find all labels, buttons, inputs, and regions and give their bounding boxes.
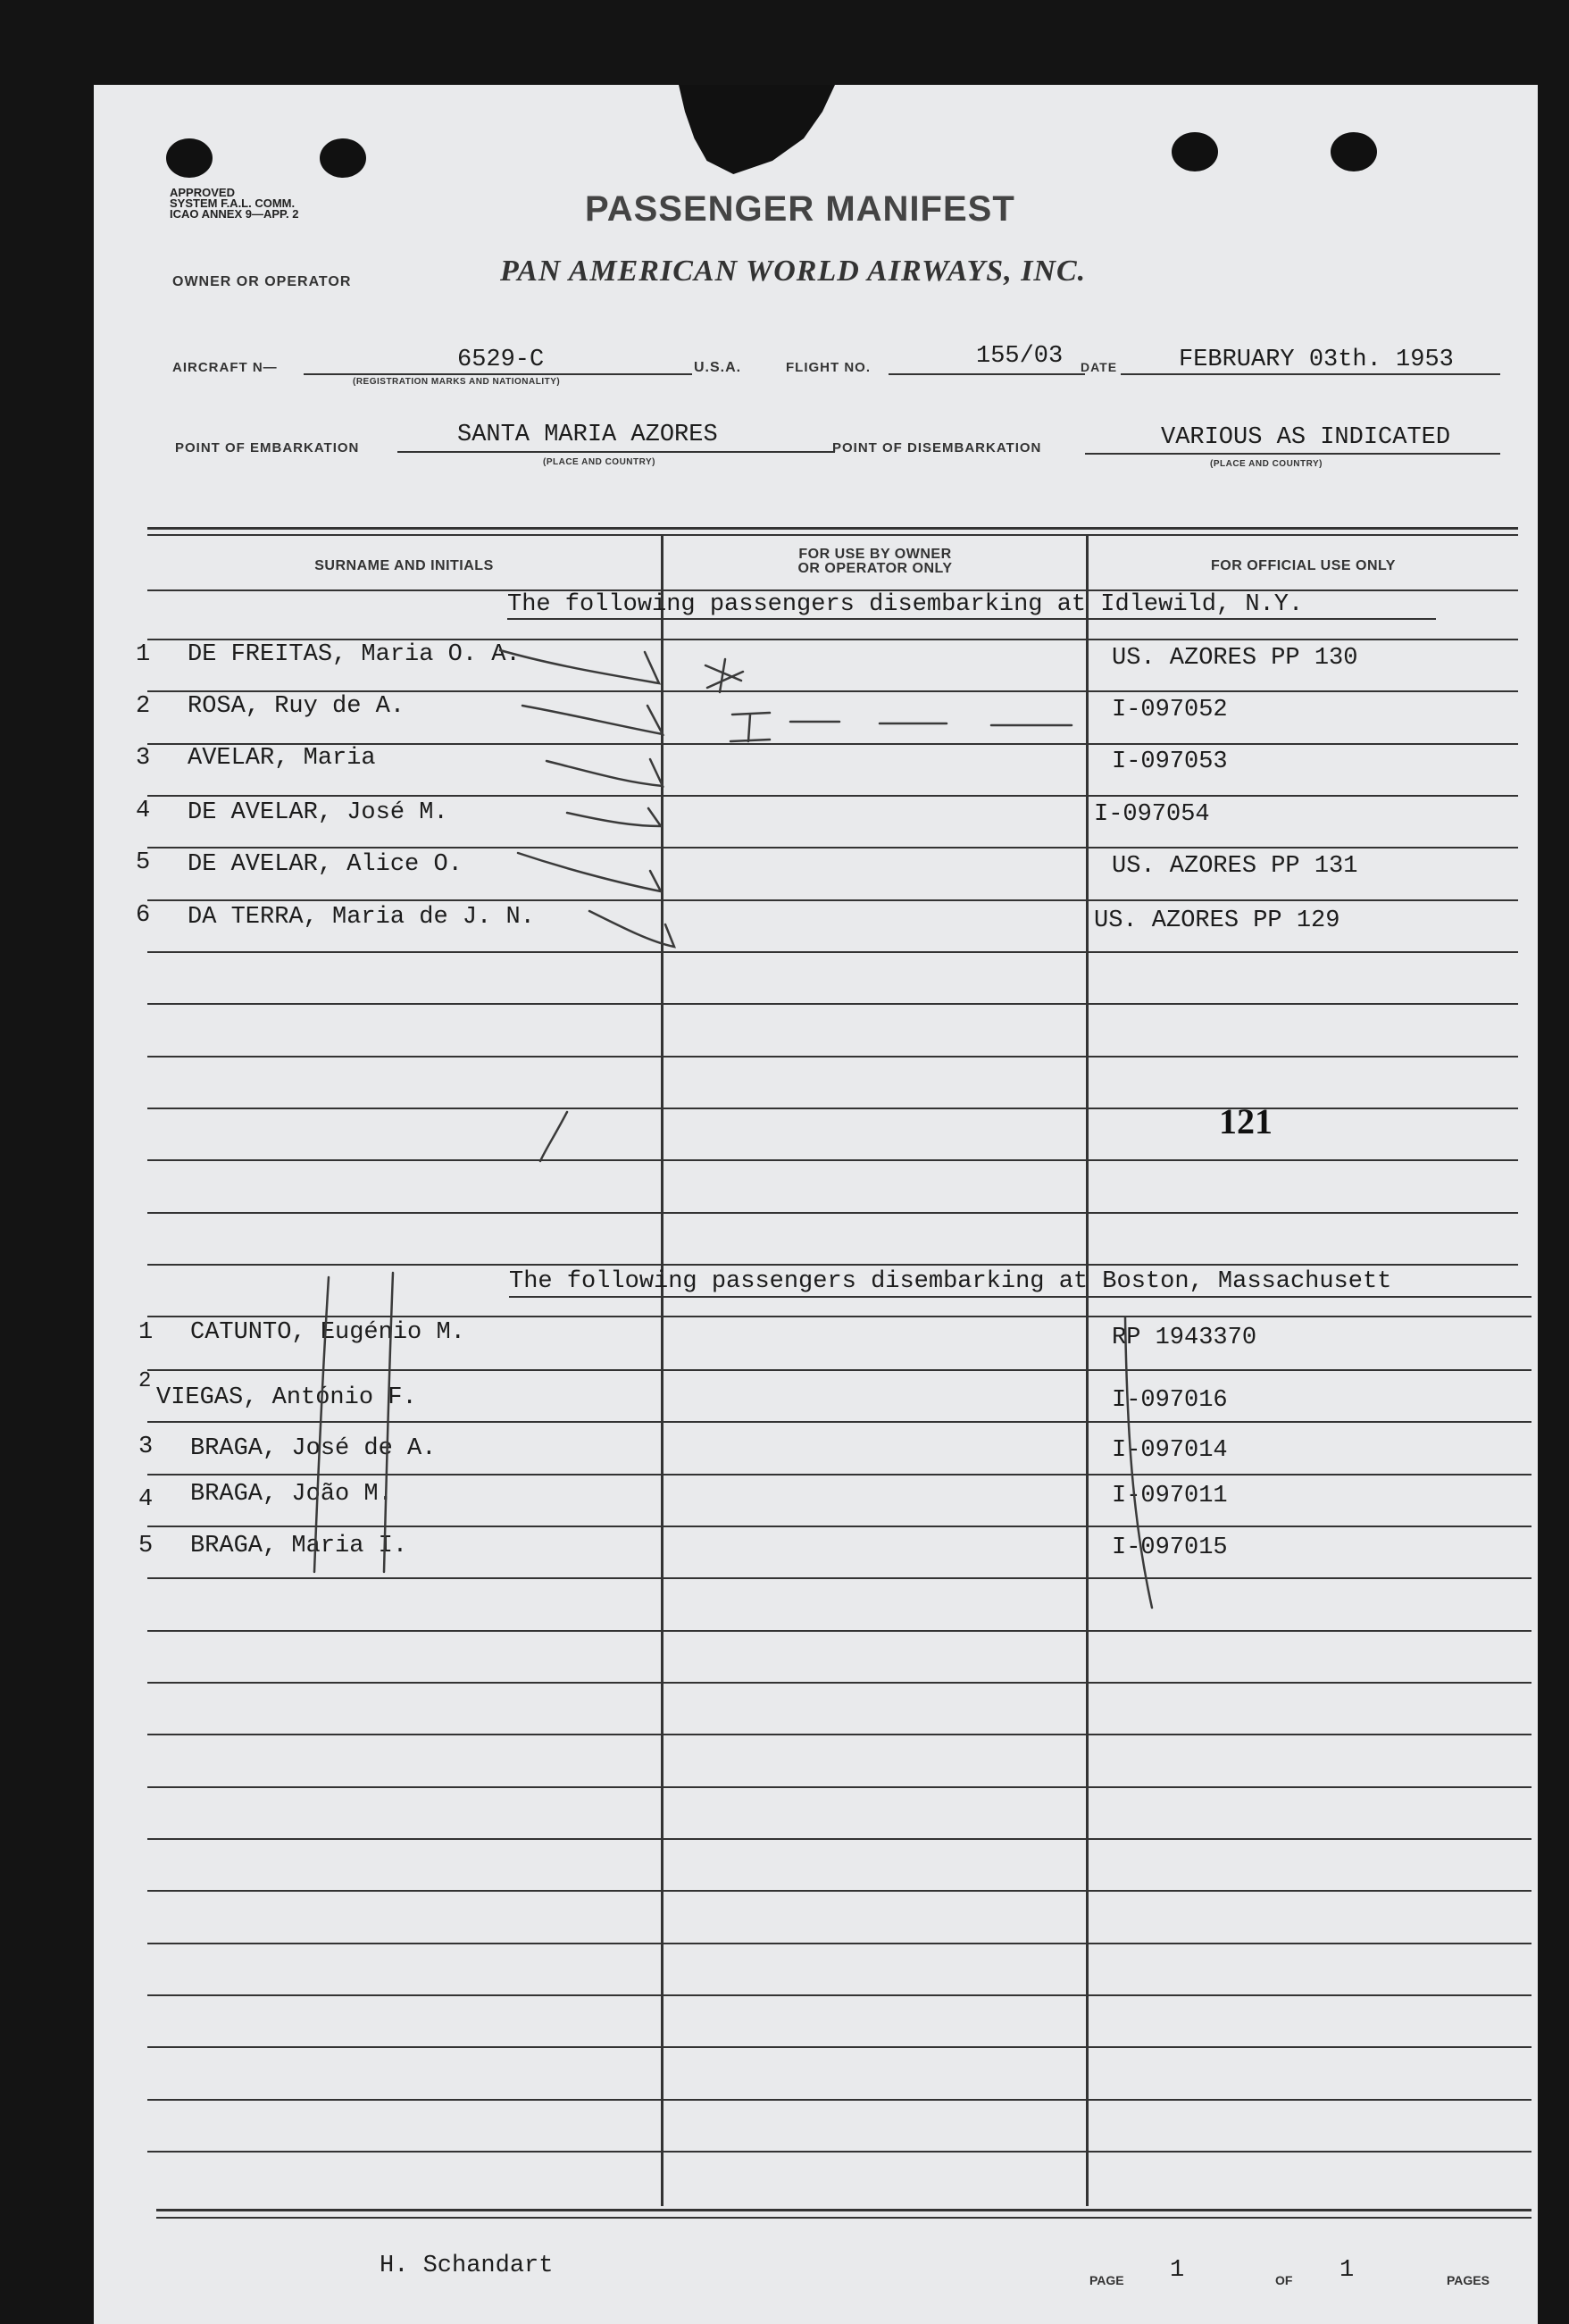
row-number: 3	[136, 745, 151, 772]
check-mark	[518, 853, 661, 891]
approval-line: ICAO ANNEX 9—APP. 2	[170, 207, 299, 221]
official-entry: RP 1943370	[1112, 1325, 1257, 1351]
disembarkation-value: VARIOUS AS INDICATED	[1161, 424, 1451, 451]
aircraft-label: AIRCRAFT N—	[172, 360, 278, 375]
disembarkation-label: POINT OF DISEMBARKATION	[832, 440, 1042, 456]
page-number: 1	[1170, 2257, 1185, 2284]
row-number: 5	[136, 849, 151, 876]
row-number: 5	[138, 1533, 154, 1559]
row-number: 2	[136, 693, 151, 720]
passenger-name: BRAGA, Maria I.	[190, 1533, 408, 1559]
row-number: 6	[136, 902, 151, 929]
row-number: 2	[138, 1369, 152, 1393]
flight-value: 155/03	[976, 343, 1064, 370]
page-total: 1	[1339, 2257, 1355, 2284]
row-number: 4	[136, 798, 151, 824]
embarkation-place-note: (PLACE AND COUNTRY)	[543, 457, 655, 467]
disembarkation-place-note: (PLACE AND COUNTRY)	[1210, 459, 1323, 469]
passenger-name: DE AVELAR, José M.	[188, 799, 448, 826]
passenger-name: BRAGA, João M.	[190, 1481, 393, 1508]
group-heading-boston: The following passengers disembarking at Boston, Massachusett	[509, 1268, 1392, 1295]
official-entry: US. AZORES PP 131	[1112, 853, 1358, 880]
signature-name: H. Schandart	[380, 2253, 554, 2279]
check-mark	[567, 808, 661, 826]
pages-label: PAGES	[1447, 2273, 1490, 2287]
page-title: PASSENGER MANIFEST	[585, 189, 1015, 229]
vertical-tick	[384, 1273, 393, 1572]
owner-label: OWNER OR OPERATOR	[172, 274, 352, 289]
check-mark	[547, 759, 663, 786]
row-number: 4	[138, 1486, 154, 1513]
passenger-name: ROSA, Ruy de A.	[188, 693, 405, 720]
official-entry: I-097054	[1094, 801, 1210, 828]
vertical-tick	[1125, 1317, 1152, 1608]
row-number: 1	[136, 641, 151, 668]
approval-line: SYSTEM F.A.L. COMM.	[170, 196, 296, 210]
official-entry: I-097052	[1112, 697, 1228, 723]
dash-line	[790, 722, 1072, 725]
operator-name: PAN AMERICAN WORLD AIRWAYS, INC.	[500, 255, 1087, 288]
passenger-name: AVELAR, Maria	[188, 745, 376, 772]
handwritten-i	[730, 713, 770, 741]
official-entry: I-097053	[1112, 748, 1228, 775]
passenger-name: CATUNTO, Eugénio M.	[190, 1319, 465, 1346]
embarkation-label: POINT OF EMBARKATION	[175, 440, 360, 456]
flight-label: FLIGHT NO.	[786, 360, 871, 375]
of-label: OF	[1275, 2273, 1293, 2287]
usa-label: U.S.A.	[694, 360, 742, 375]
official-entry: US. AZORES PP 130	[1112, 645, 1358, 672]
official-entry: US. AZORES PP 129	[1094, 907, 1340, 934]
check-mark	[589, 911, 674, 947]
passenger-name: DE AVELAR, Alice O.	[188, 851, 463, 878]
vertical-tick	[314, 1277, 329, 1572]
registration-note: (REGISTRATION MARKS AND NATIONALITY)	[353, 377, 561, 387]
row-number: 3	[138, 1434, 154, 1460]
approval-line: APPROVED	[170, 186, 235, 199]
aircraft-value: 6529-C	[457, 347, 545, 373]
passenger-name: VIEGAS, António F.	[156, 1384, 417, 1411]
stamped-number: 121	[1219, 1101, 1273, 1141]
official-entry: I-097015	[1112, 1534, 1228, 1561]
official-entry: I-097011	[1112, 1483, 1228, 1509]
col-header-owner-line: OR OPERATOR ONLY	[797, 561, 953, 576]
row-number: 1	[138, 1319, 154, 1346]
date-label: DATE	[1081, 360, 1118, 374]
date-value: FEBRUARY 03th. 1953	[1179, 347, 1454, 373]
official-entry: I-097016	[1112, 1387, 1228, 1414]
passenger-name: DE FREITAS, Maria O. A.	[188, 641, 521, 668]
page-label: PAGE	[1089, 2273, 1124, 2287]
check-mark	[540, 1112, 567, 1161]
embarkation-value: SANTA MARIA AZORES	[457, 422, 718, 448]
col-header-surname: SURNAME AND INITIALS	[314, 558, 494, 573]
hash-mark	[705, 659, 743, 692]
col-header-owner-line: FOR USE BY OWNER	[798, 547, 952, 562]
group-heading-idlewild: The following passengers disembarking at Idlewild, N.Y.	[507, 591, 1304, 618]
col-header-official: FOR OFFICIAL USE ONLY	[1211, 558, 1396, 573]
passenger-name: DA TERRA, Maria de J. N.	[188, 904, 535, 931]
passenger-name: BRAGA, José de A.	[190, 1435, 437, 1462]
official-entry: I-097014	[1112, 1437, 1228, 1464]
check-mark	[522, 706, 663, 734]
check-mark	[500, 650, 659, 683]
